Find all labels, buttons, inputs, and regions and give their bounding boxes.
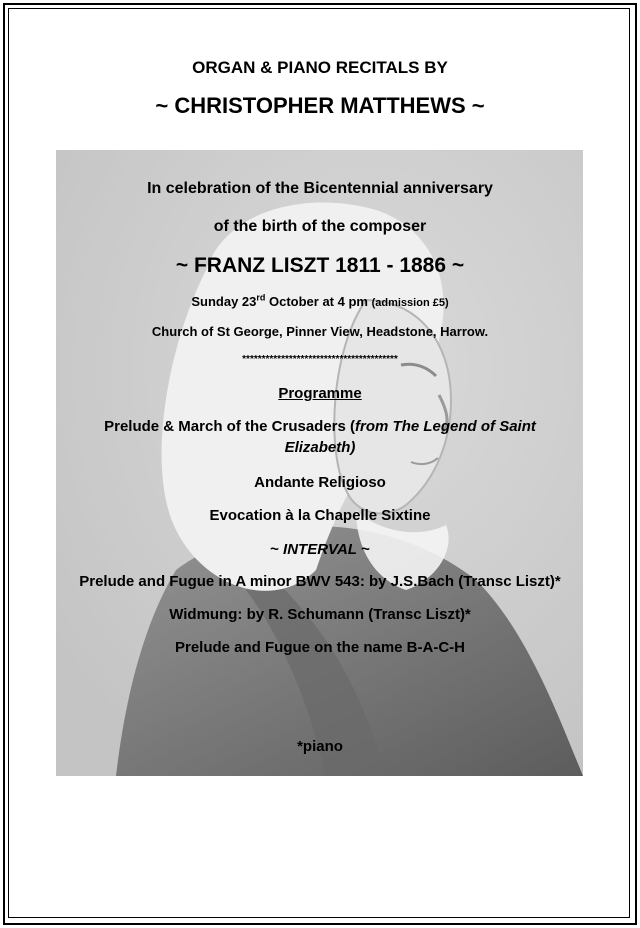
programme-item-2: Andante Religioso [254, 474, 386, 491]
composer-title: ~ FRANZ LISZT 1811 - 1886 ~ [175, 254, 465, 277]
programme-item-6: Prelude and Fugue on the name B-A-C-H [174, 639, 465, 656]
recital-heading: ORGAN & PIANO RECITALS BY [192, 58, 448, 77]
admission-price: (admission £5) [371, 297, 449, 309]
programme-item-5: Widmung: by R. Schumann (Transc Liszt)* [169, 606, 471, 623]
item1-italic: from The Legend of Saint [355, 418, 536, 435]
interval-tilde-right: ~ [356, 541, 370, 558]
portrait-illustration [56, 150, 583, 776]
liszt-portrait-image [56, 150, 583, 776]
programme-item-1 [0, 418, 640, 435]
interval-label: INTERVAL [283, 541, 357, 558]
performer-name: ~ CHRISTOPHER MATTHEWS ~ [155, 93, 485, 118]
item1-text: Prelude & March of the Crusaders ( [104, 418, 356, 435]
programme-item-4: Prelude and Fugue in A minor BWV 543: by J.S.Bach (Transc Liszt)* [79, 573, 561, 590]
date-rest: October at 4 pm [265, 294, 372, 309]
separator-stars: **************************************** [242, 354, 398, 365]
programme-item-3: Evocation à la Chapelle Sixtine [209, 507, 431, 524]
programme-item-1-cont: Elizabeth) [284, 439, 356, 456]
venue-address: Church of St George, Pinner View, Headstone, Harrow. [151, 324, 489, 339]
celebration-line-2: of the birth of the composer [213, 218, 427, 235]
interval-tilde-left: ~ [270, 541, 284, 558]
event-date [0, 294, 640, 309]
date-prefix: Sunday 23 [191, 294, 257, 309]
date-suffix: rd [256, 292, 266, 303]
celebration-line-1: In celebration of the Bicentennial anniversary [147, 180, 493, 197]
programme-heading: Programme [278, 385, 362, 402]
piano-footnote: *piano [297, 738, 343, 755]
interval-marker [0, 541, 640, 558]
